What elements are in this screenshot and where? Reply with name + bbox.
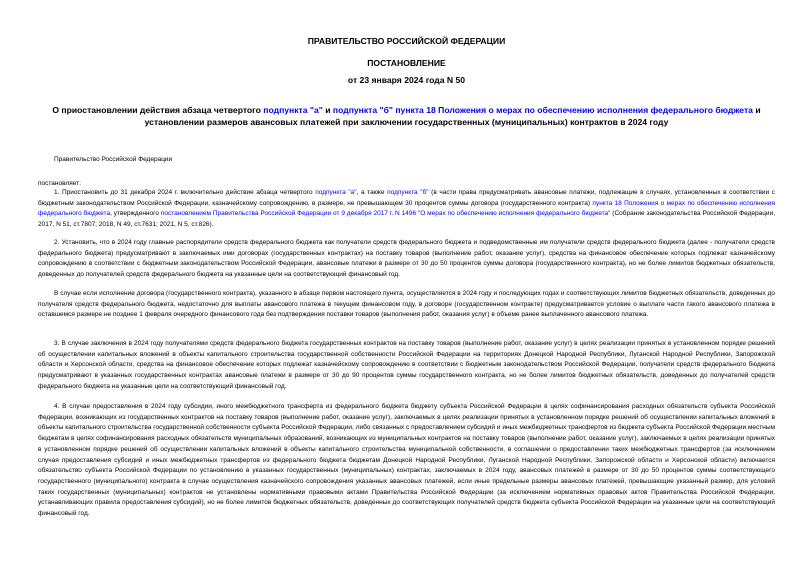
link-resolution-1496[interactable]: постановлением Правительства Российской Федерации от 9 декабря 2017 г. N 1496 "О мерах по обеспечению исполнения федерального бюджета" [160, 210, 611, 218]
paragraph-text: , а также [356, 189, 388, 196]
link-subpoint-b[interactable]: подпункта "б" [387, 189, 429, 196]
document-title [38, 104, 775, 128]
paragraph-text: 1. Приостановить до 31 декабря 2024 г. включительно действие абзаца четвертого [54, 189, 316, 196]
paragraph-1 [38, 188, 775, 231]
paragraph-3: В случае если исполнение договора (государственного контракта), указанного в абзаце первом настоящего пункта, осуществляется в 2024 году и последующих годах и соответствующих лимитов бюджетных обязательств, доведенных до получателя средств федерального бюджета, недостаточно для выплаты авансового платежа в текущем финансовом году, в договоре (государственном контракте) предусматривается условие о выплате части такого авансового платежа в оставшемся размере не позднее 1 февраля очередного финансового года без подтверждения поставки товаров (выполнения работ, оказания услуг) в объеме ранее выплаченного авансового платежа. [38, 290, 775, 319]
paragraph-5: 4. В случае предоставления в 2024 году субсидии, иного межбюджетного трансферта из федерального бюджета бюджету субъекта Российской Федерации в целях софинансирования расходных обязательств субъекта Российской Федерации, возникающих из государственных контрактов на поставку товаров (выполнение работ, оказание услуг), заключаемых в целях реализации принятых в установленном порядке решений об осуществлении капитальных вложений в объекты капитального строительства государственной собственности субъекта Российской Федерации, либо связанных с предоставлением субсидий и иных межбюджетных трансфертов из бюджета субъекта Российской Федерации местным бюджетам в целях софинансирования расходных обязательств муниципальных образований, возникающих из муниципальных контрактов на поставку товаров (выполнение работ, оказание услуг), заключаемых в целях реализации принятых в установленном порядке решений об осуществлении капитальных вложений в объекты капитального строительства муниципальной собственности, в соглашении о предоставлении таких межбюджетных трансфертов (за исключением случая предоставления субсидий и иных межбюджетных трансфертов из федерального бюджета бюджетам Донецкой Народной Республики, Луганской Народной Республики, Запорожской области и Херсонской области) включается обязательство субъекта Российской Федерации по установлению в указанных государственных (муниципальных) контрактах, заключаемых в 2024 году, авансовых платежей в размере от 30 до 50 процентов суммы соответствующего государственного (муниципального) контракта в случае осуществления казначейского сопровождения указанных авансовых платежей, если иные предельные размеры авансовых платежей, превышающие указанный размер, для условий таких государственных (муниципальных) контрактов не установлены нормативными правовыми актами Правительства Российской Федерации (за исключением нормативных правовых актов Правительства Российской Федерации, устанавливающих правила предоставления субсидий), но не более лимитов бюджетных обязательств, доведенных до соответствующих получателей средств бюджета субъекта Российской Федерации на указанные цели на соответствующий финансовый год. [38, 403, 775, 518]
paragraph-text: (в части права предусматривать авансовые платежи, подлежащие в случаях, установленных в соответствии с бюджетным законодательством Российской Федерации, казначейскому сопровождению, в размере, не превышающем 30 процентов суммы договора (государственного контракта) [38, 189, 775, 207]
title-text: и установлении размеров авансовых платежей при заключении государственных (муниципальных) контрактов в 2024 году [144, 105, 761, 127]
issuer-paragraph: Правительство Российской Федерации [54, 156, 173, 163]
paragraph-text: (Собрание законодательства Российской Федерации, 2017, N 51, ст.7807; 2018, N 49, ст.7631; 2021, N 5, ст.826). [38, 210, 775, 229]
document-date-heading: от 23 января 2024 года N 50 [347, 75, 466, 85]
title-text: О приостановлении действия абзаца четвертого [52, 105, 264, 115]
link-point-18[interactable]: пункта 18 Положения о мерах по обеспечению исполнения федерального бюджета [38, 199, 775, 218]
paragraph-2: 2. Установить, что в 2024 году главные распорядители средств федерального бюджета как получатели средств федерального бюджета и подведомственные им получатели средств федерального бюджета (далее - получатели средств федерального бюджета) предусматривают в заключаемых ими договорах (государственных контрактах) на поставку товаров (выполнение работ, оказание услуг), средства на финансовое обеспечение которых подлежат казначейскому сопровождению в соответствии с бюджетным законодательством Российской Федерации, авансовые платежи в размере от 30 до 50 процентов суммы договора (государственного контракта), но не более лимитов бюджетных обязательств, доведенных до получателей средств федерального бюджета на указанные цели на соответствующий финансовый год. [38, 239, 775, 279]
link-subpoint-a[interactable]: подпункта "а" [315, 189, 357, 196]
decree-paragraph: постановляет: [38, 180, 81, 187]
paragraph-4: 3. В случае заключения в 2024 году получателями средств федерального бюджета государственных контрактов на поставку товаров (выполнение работ, оказание услуг) в целях реализации принятых в установленном порядке решений об осуществлении капитальных вложений в объекты капитального строительства государственной собственности Российской Федерации на территориях Донецкой Народной Республики, Луганской Народной Республики, Запорожской области и Херсонской области, средства на финансовое обеспечение которых подлежат казначейскому сопровождению в соответствии с бюджетным законодательством Российской Федерации, получатели средств федерального бюджета предусматривают в указанных государственных контрактах авансовые платежи в размере от 30 до 90 процентов суммы государственного контракта, но не более лимитов бюджетных обязательств, доведенных до получателей средств федерального бюджета на указанные цели на соответствующий финансовый год. [38, 340, 775, 390]
government-heading: ПРАВИТЕЛЬСТВО РОССИЙСКОЙ ФЕДЕРАЦИИ [307, 36, 506, 46]
title-text: и [322, 105, 333, 115]
paragraph-text: , утвержденного [110, 210, 161, 218]
title-link-subpoint-b[interactable]: подпункта "б" пункта 18 Положения о мерах по обеспечению исполнения федерального бюджета [332, 105, 753, 115]
document-type-heading: ПОСТАНОВЛЕНИЕ [367, 58, 446, 68]
title-link-subpoint-a[interactable]: подпункта "а" [263, 105, 323, 115]
